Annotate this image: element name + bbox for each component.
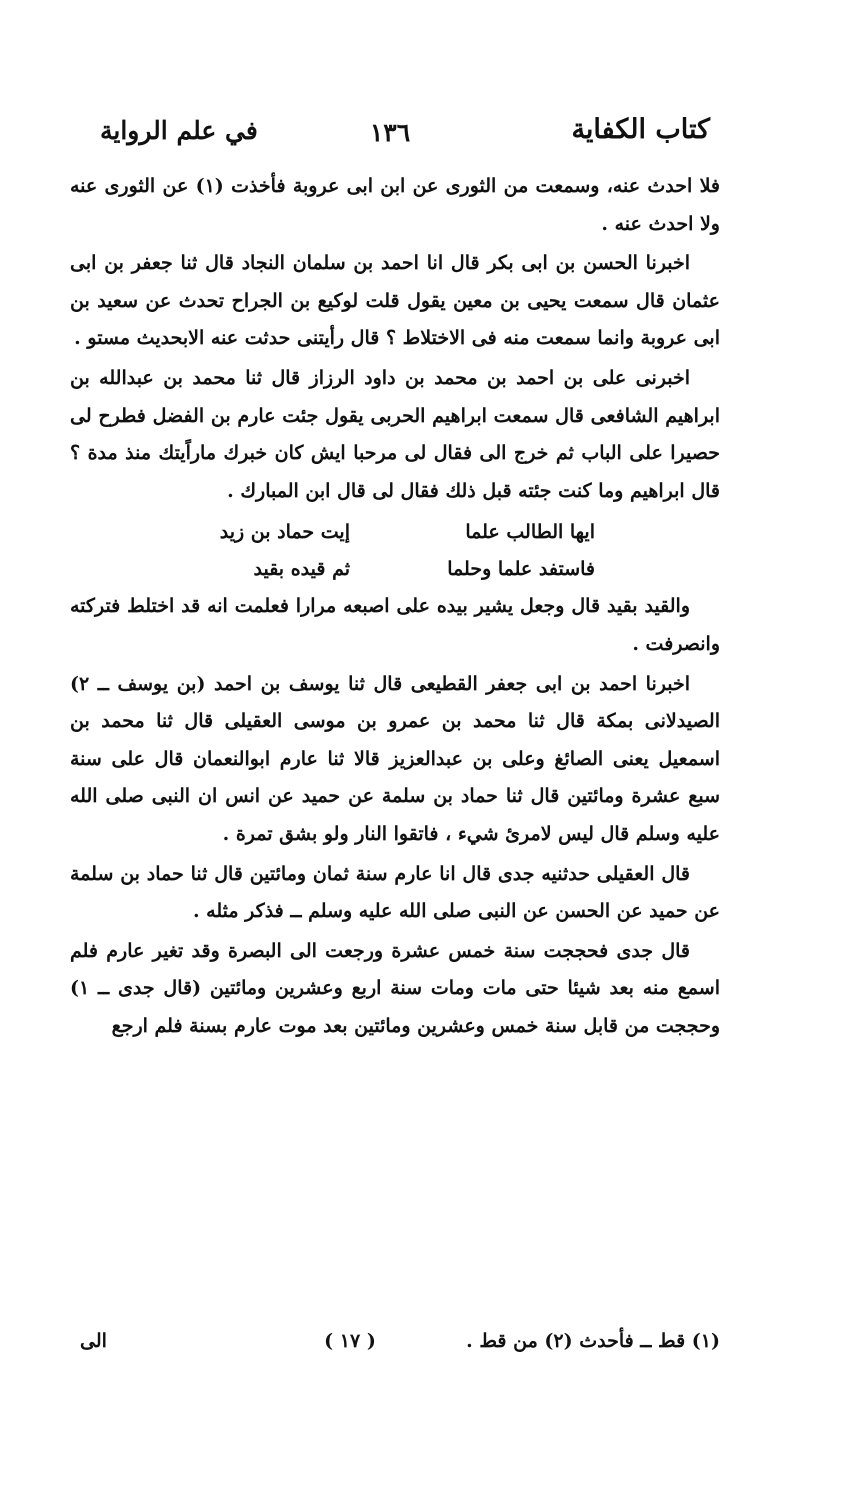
poem-verses xyxy=(70,514,720,588)
paragraph-5: اخبرنا احمد بن ابى جعفر القطيعى قال ثنا يوسف بن احمد (بن يوسف ــ ٢) الصيدلانى بمكة قال ثنا محمد بن عمرو بن موسى العقيلى قال ثنا محمد بن اسمعيل يعنى الصائغ وعلى بن عبدالعزيز قالا ثنا عارم ابوالنعمان قال على سنة سبع عشرة ومائتين قال ثنا حماد بن سلمة عن حميد عن انس ان النبى صلى الله عليه وسلم قال ليس لامرئ شيء ، فاتقوا النار ولو بشق تمرة . xyxy=(70,672,720,845)
poem-hemistich-left: إيت حماد بن زيد xyxy=(219,521,350,544)
page-header xyxy=(100,108,710,154)
poem-hemistich-left: ثم قيده بقيد xyxy=(253,558,350,581)
book-subtitle: في علم الرواية xyxy=(100,116,258,145)
poem-hemistich-right: فاستفد علما وحلما xyxy=(447,558,595,581)
page-footer xyxy=(70,1330,720,1360)
paragraph-3: اخبرنى على بن احمد بن محمد بن داود الرزاز قال ثنا محمد بن عبدالله بن ابراهيم الشافعى قال سمعت ابراهيم الحربى يقول جئت عارم بن الفضل فطرح لى حصيرا على الباب ثم خرج الى فقال لى مرحبا ايش كان خبرك ماراًيتك منذ مدة ؟ قال ابراهيم وما كنت جئته قبل ذلك فقال لى قال ابن المبارك . xyxy=(70,366,720,502)
paragraph-2: اخبرنا الحسن بن ابى بكر قال انا احمد بن سلمان النجاد قال ثنا جعفر بن ابى عثمان قال سمعت يحيى بن معين يقول قلت لوكيع بن الجراح تحدث عن سعيد بن ابى عروبة وانما سمعت منه فى الاختلاط ؟ قال رأيتنى حدثت عنه الابحديث مستو . xyxy=(70,252,720,350)
poem-line xyxy=(70,514,720,551)
paragraph-4: والقيد بقيد قال وجعل يشير بيده على اصبعه مرارا فعلمت انه قد اختلط فتركته وانصرفت . xyxy=(70,595,720,655)
poem-hemistich-right: ايها الطالب علما xyxy=(465,521,595,544)
paragraph-7: قال جدى فحججت سنة خمس عشرة ورجعت الى البصرة وقد تغير عارم فلم اسمع منه بعد شيئا حتى مات ومات سنة اربع وعشرين ومائتين (قال جدى ــ ١) وحججت من قابل سنة خمس وعشرين ومائتين بعد موت عارم بسنة فلم ارجع xyxy=(70,939,720,1037)
footnote: (١) قط ــ فأحدث (٢) من قط . xyxy=(466,1330,720,1352)
main-text xyxy=(70,168,720,1045)
paragraph-6: قال العقيلى حدثنيه جدى قال انا عارم سنة ثمان ومائتين قال ثنا حماد بن سلمة عن حميد عن الحسن عن النبى صلى الله عليه وسلم ــ فذكر مثله . xyxy=(70,862,720,923)
signature-mark: ( ١٧ ) xyxy=(324,1330,376,1352)
poem-line xyxy=(70,551,720,588)
document-page xyxy=(70,108,720,1368)
page-number: ١٣٦ xyxy=(369,118,411,147)
catchword: الى xyxy=(80,1330,107,1352)
book-title: كتاب الكفاية xyxy=(571,114,710,145)
paragraph-1: فلا احدث عنه، وسمعت من الثورى عن ابن ابى عروبة فأخذت (١) عن الثورى عنه ولا احدث عنه . xyxy=(70,175,720,235)
